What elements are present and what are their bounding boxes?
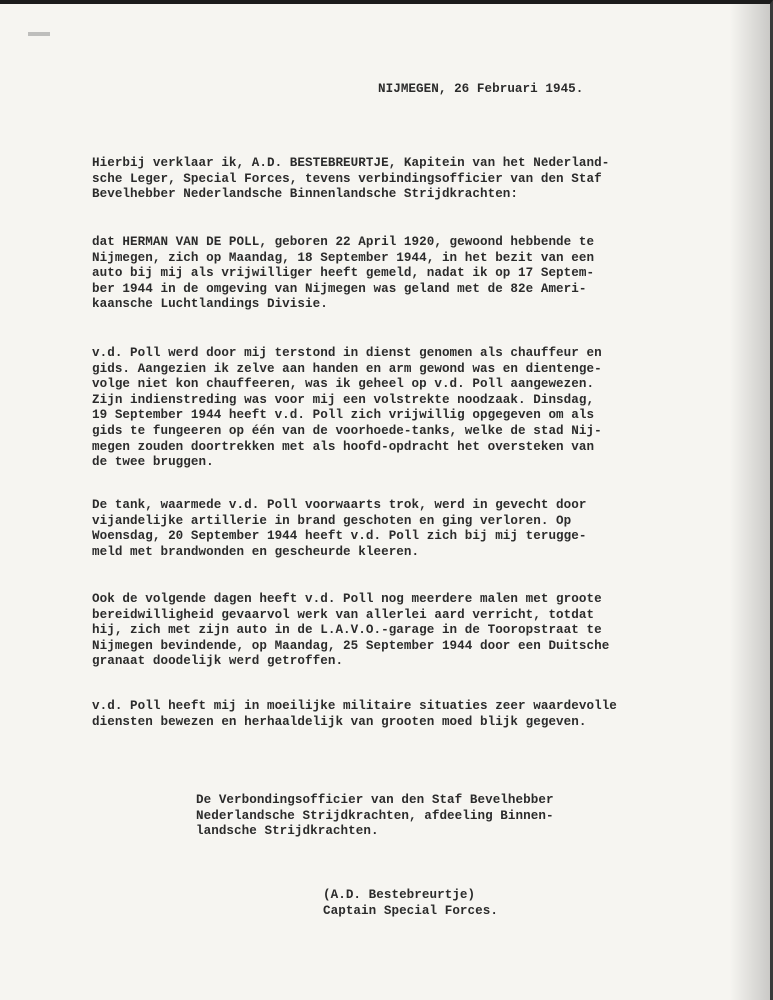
scan-speck: [28, 32, 50, 36]
text-line: gids. Aangezien ik zelve aan handen en arm gewond was en dientenge-: [92, 361, 602, 376]
signature-block: [196, 793, 554, 840]
paragraph-tank: [92, 498, 587, 560]
text-line: sche Leger, Special Forces, tevens verbindingsofficier van den Staf: [92, 171, 602, 186]
paragraph-declaration: [92, 156, 609, 203]
text-line: megen zouden doortrekken met als hoofd-opdracht het oversteken van: [92, 439, 595, 454]
text-line: de twee bruggen.: [92, 455, 214, 470]
text-line: kaansche Luchtlandings Divisie.: [92, 297, 328, 312]
text-line: v.d. Poll heeft mij in moeilijke militaire situaties zeer waardevolle: [92, 699, 617, 713]
text-line: 19 September 1944 heeft v.d. Poll zich vrijwillig opgegeven om als: [92, 408, 595, 423]
text-line: ber 1944 in de omgeving van Nijmegen was geland met de 82e Ameri-: [92, 281, 587, 296]
signature-line: De Verbondingsofficier van den Staf Bevelhebber: [196, 793, 554, 807]
text-line: diensten bewezen en herhaaldelijk van grooten moed blijk gegeven.: [92, 714, 587, 729]
text-line: volge niet kon chauffeeren, was ik geheel op v.d. Poll aangewezen.: [92, 377, 595, 392]
text-line: bereidwilligheid gevaarvol werk van allerlei aard verricht, totdat: [92, 607, 595, 622]
signature-line: Nederlandsche Strijdkrachten, afdeeling Binnen-: [196, 808, 554, 823]
text-line: Bevelhebber Nederlandsche Binnenlandsche Strijdkrachten:: [92, 187, 519, 202]
text-line: hij, zich met zijn auto in de L.A.V.O.-garage in de Tooropstraat te: [92, 623, 602, 638]
text-line: Zijn indienstreding was voor mij een volstrekte noodzaak. Dinsdag,: [92, 392, 595, 407]
scan-shadow: [730, 4, 770, 1000]
text-line: auto bij mij als vrijwilliger heeft gemeld, nadat ik op 17 Septem-: [92, 266, 595, 281]
text-line: granaat doodelijk werd getroffen.: [92, 654, 344, 669]
signature-line: landsche Strijdkrachten.: [196, 824, 379, 839]
text-line: dat HERMAN VAN DE POLL, geboren 22 April 1920, gewoond hebbende te: [92, 235, 595, 249]
signatory-name: [323, 888, 498, 919]
paragraph-following-days: [92, 592, 609, 670]
paragraph-identity: [92, 235, 594, 313]
text-line: Ook de volgende dagen heeft v.d. Poll nog meerdere malen met groote: [92, 592, 602, 606]
text-line: Nijmegen bevindende, op Maandag, 25 September 1944 door een Duitsche: [92, 638, 610, 653]
paragraph-conclusion: [92, 699, 617, 730]
signatory-name-line: (A.D. Bestebreurtje): [323, 888, 476, 902]
signatory-title-line: Captain Special Forces.: [323, 903, 498, 918]
text-line: vijandelijke artillerie in brand geschoten en ging verloren. Op: [92, 513, 572, 528]
dateline: NIJMEGEN, 26 Februari 1945.: [378, 82, 584, 96]
text-line: Nijmegen, zich op Maandag, 18 September 1944, in het bezit van een: [92, 250, 595, 265]
text-line: Woensdag, 20 September 1944 heeft v.d. Poll zich bij mij terugge-: [92, 529, 587, 544]
paragraph-service: [92, 346, 602, 471]
text-line: Hierbij verklaar ik, A.D. BESTEBREURTJE, Kapitein van het Nederland-: [92, 156, 610, 170]
text-line: De tank, waarmede v.d. Poll voorwaarts trok, werd in gevecht door: [92, 498, 587, 512]
text-line: v.d. Poll werd door mij terstond in dienst genomen als chauffeur en: [92, 346, 602, 360]
text-line: meld met brandwonden en gescheurde kleeren.: [92, 544, 420, 559]
text-line: gids te fungeeren op één van de voorhoede-tanks, welke de stad Nij-: [92, 423, 602, 438]
